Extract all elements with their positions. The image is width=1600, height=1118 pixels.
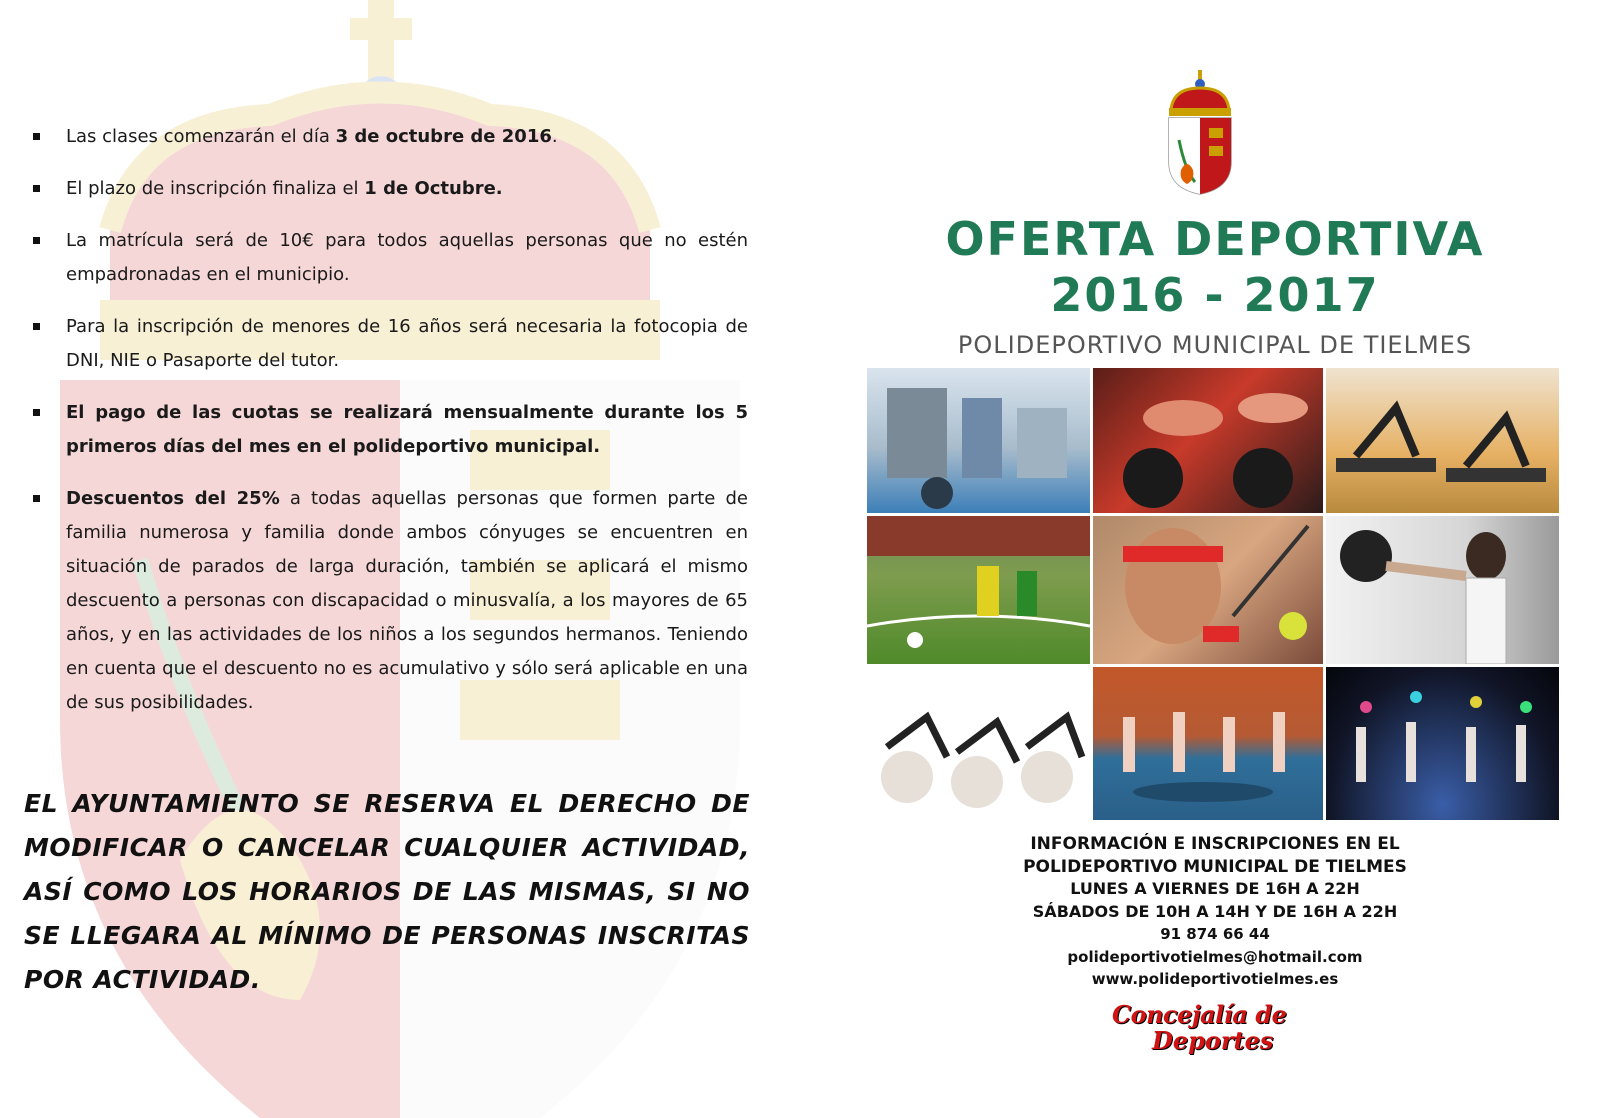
contact-info xyxy=(800,833,1600,991)
logo-line-1: Concejalía de xyxy=(1112,1000,1287,1029)
email-address[interactable]: polideportivotielmes@hotmail.com xyxy=(1067,947,1363,966)
dance-photo xyxy=(1326,667,1559,820)
coat-of-arms-icon xyxy=(1165,70,1235,196)
title-line-2: 2016 - 2017 xyxy=(1050,268,1380,322)
info-line-3: LUNES A VIERNES DE 16H A 22H xyxy=(1070,879,1360,898)
kettlebell-photo xyxy=(1326,516,1559,664)
list-item: Descuentos del 25% a todas aquellas personas que formen parte de familia numerosa y familia donde ambos cónyuges se encuentren en situación de parados de larga duración, también se aplicará el mismo descuento a personas con discapacidad o minusvalía, a los mayores de 65 años, y en las actividades de los niños a los segundos hermanos. Teniendo en cuenta que el descuento no es acumulativo y sólo será aplicable en una de sus posibilidades. xyxy=(30,482,748,720)
tennis-photo xyxy=(1093,516,1323,664)
list-item: El plazo de inscripción finaliza el 1 de Octubre. xyxy=(30,172,748,206)
pilates-photo xyxy=(1326,368,1559,513)
list-item: El pago de las cuotas se realizará mensualmente durante los 5 primeros días del mes en el polideportivo municipal. xyxy=(30,396,748,464)
list-item: Las clases comenzarán el día 3 de octubre de 2016. xyxy=(30,120,748,154)
football-photo xyxy=(867,516,1090,664)
gym-photo xyxy=(867,368,1090,513)
spinning-photo xyxy=(1093,368,1323,513)
list-item: Para la inscripción de menores de 16 años será necesaria la fotocopia de DNI, NIE o Pasaporte del tutor. xyxy=(30,310,748,378)
logo-line-2: Deportes xyxy=(1152,1026,1274,1055)
website-link[interactable]: www.polideportivotielmes.es xyxy=(1091,970,1339,988)
info-line-1: INFORMACIÓN E INSCRIPCIONES EN EL xyxy=(1030,834,1400,854)
reservation-notice: EL AYUNTAMIENTO SE RESERVA EL DERECHO DE MODIFICAR O CANCELAR CUALQUIER ACTIVIDAD, ASÍ COMO LOS HORARIOS DE LAS MISMAS, SI NO SE LLEGARA AL MÍNIMO DE PERSONAS INSCRITAS POR ACTIVIDAD. xyxy=(24,789,750,994)
concejalia-logo xyxy=(1112,1000,1312,1066)
info-line-4: SÁBADOS DE 10H A 14H Y DE 16H A 22H xyxy=(1032,901,1398,921)
phone-number: 91 874 66 44 xyxy=(1160,925,1270,943)
subtitle: POLIDEPORTIVO MUNICIPAL DE TIELMES xyxy=(957,331,1473,359)
right-page xyxy=(800,0,1600,1118)
info-line-2: POLIDEPORTIVO MUNICIPAL DE TIELMES xyxy=(1023,856,1407,877)
fitball-photo xyxy=(867,667,1090,820)
list-item: La matrícula será de 10€ para todos aquellas personas que no estén empadronadas en el municipio. xyxy=(30,224,748,292)
photo-collage xyxy=(867,368,1559,820)
step-aerobics-photo xyxy=(1093,667,1323,820)
conditions-list xyxy=(30,120,748,738)
title-line-1: OFERTA DEPORTIVA xyxy=(945,212,1485,266)
